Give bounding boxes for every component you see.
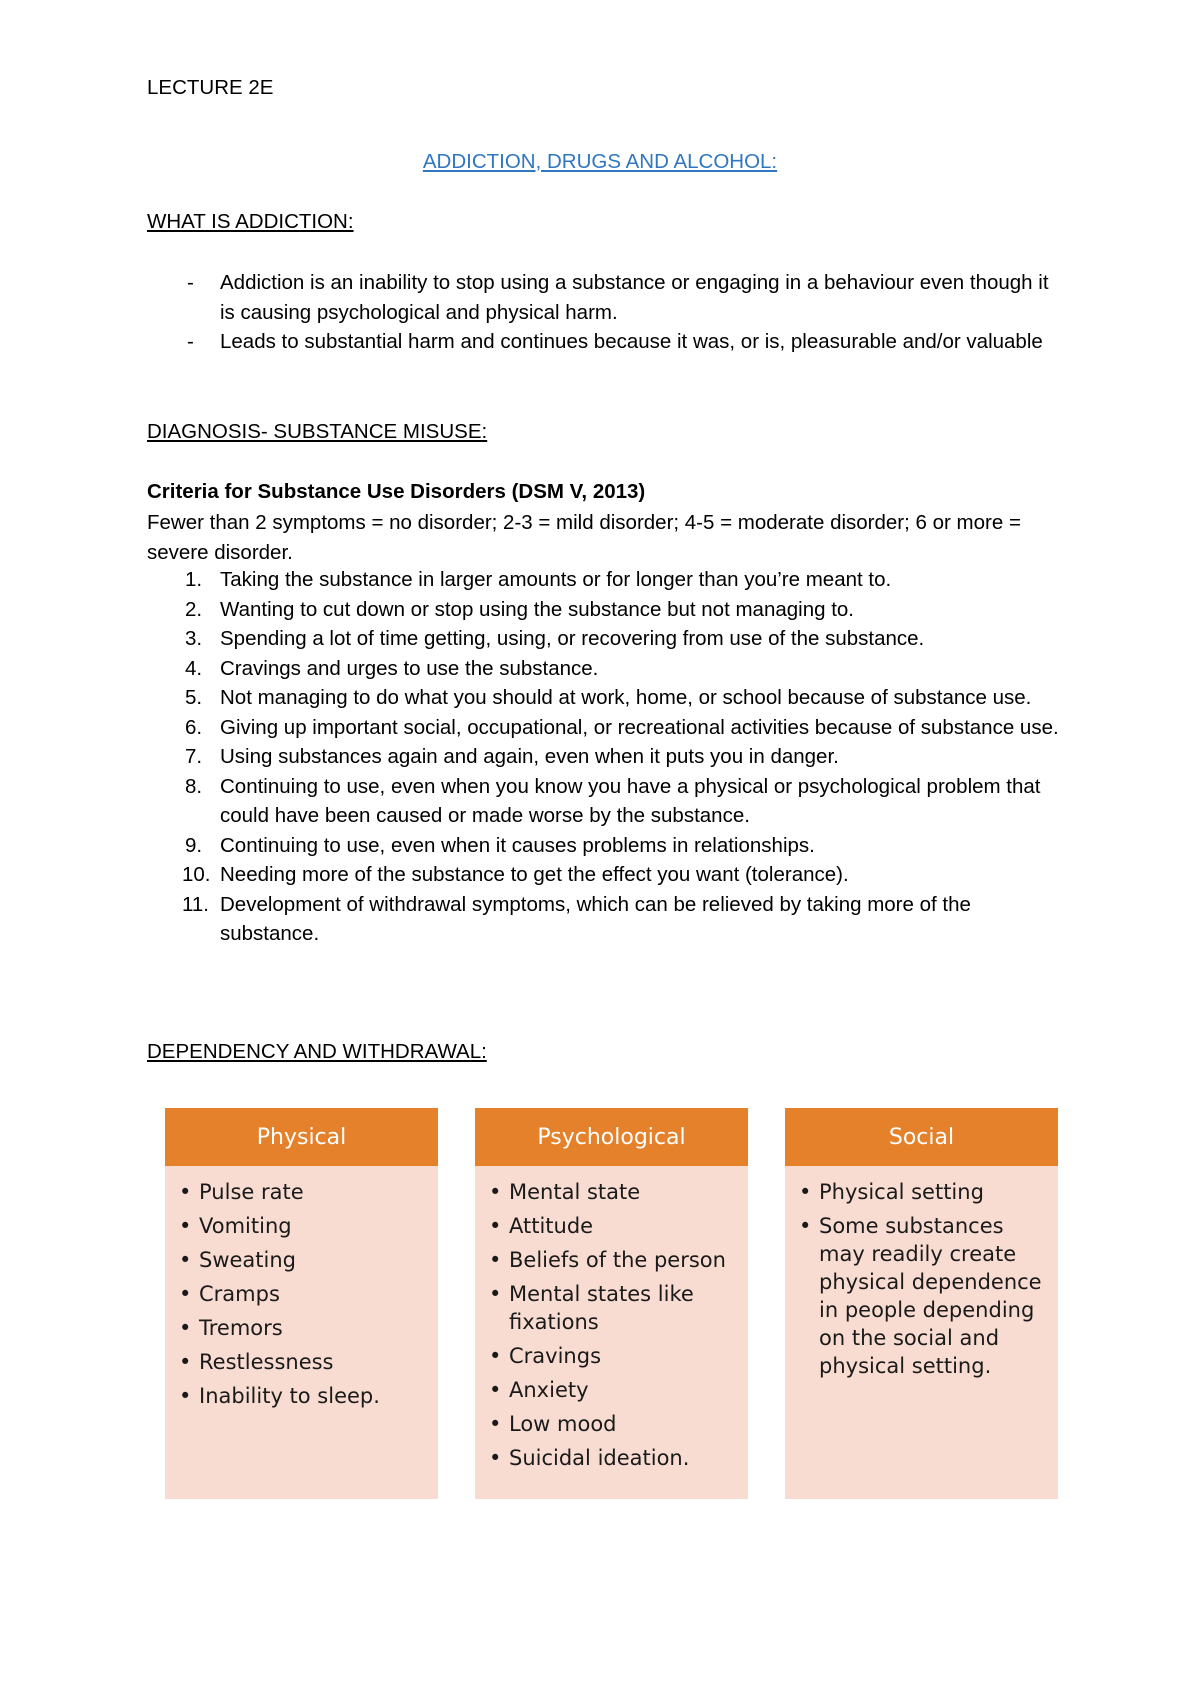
list-item-text: Cramps [199,1282,280,1306]
heading-what-is-addiction: WHAT IS ADDICTION: [147,210,354,233]
list-item [177,1382,428,1410]
bullet-icon: • [179,1248,192,1272]
list-item-text: Not managing to do what you should at work, home, or school because of substance use. [220,686,1032,709]
list-item [797,1178,1048,1206]
list-item-text: Some substances may readily create physical dependence in people depending on the social and physical setting. [819,1214,1042,1378]
list-item [487,1376,738,1404]
list-item [147,860,1067,890]
list-item [177,1348,428,1376]
list-item-text: Beliefs of the person [509,1248,726,1272]
criteria-note: Fewer than 2 symptoms = no disorder; 2-3 = mild disorder; 4-5 = moderate disorder; 6 or more = severe disorder. [147,511,1021,564]
list-number: 5. [185,686,203,709]
box-title: Physical [165,1108,438,1166]
list-item-text: Development of withdrawal symptoms, which can be relieved by taking more of the substance. [220,892,971,945]
bullet-icon: • [489,1378,502,1402]
list-number: 8. [185,774,203,798]
list-item-text: Anxiety [509,1378,589,1402]
list-item [177,1280,428,1308]
list-item-text: Continuing to use, even when it causes problems in relationships. [220,833,815,857]
list-number: 6. [185,715,203,739]
list-number: 9. [185,833,203,857]
criteria-title: Criteria for Substance Use Disorders (DSM V, 2013) [147,480,646,503]
list-item [147,890,1067,949]
list-item [177,1246,428,1274]
list-number: 10. [182,863,211,886]
list-number: 1. [185,568,203,591]
list-item [487,1212,738,1240]
list-item [487,1246,738,1274]
list-number: 7. [185,745,203,768]
list-number: 2. [185,597,203,621]
list-item-text: Addiction is an inability to stop using a substance or engaging in a behaviour even though it is causing psychological and physical harm. [220,271,1049,324]
list-item [147,713,1067,743]
list-item-text: Wanting to cut down or stop using the substance but not managing to. [220,597,854,621]
bullet-icon: • [179,1214,192,1238]
list-item [177,1212,428,1240]
list-item-text: Tremors [199,1316,283,1340]
heading-diagnosis: DIAGNOSIS- SUBSTANCE MISUSE: [147,420,488,443]
bullet-icon: • [799,1214,812,1238]
box-list [785,1166,1058,1380]
list-item [147,565,1067,595]
list-item-text: Using substances again and again, even when it puts you in danger. [220,745,839,768]
bullet-icon: • [489,1344,502,1368]
list-number: 4. [185,656,203,680]
criteria-list [147,565,1067,949]
list-item-text: Cravings [509,1344,602,1368]
bullet-icon: • [179,1180,192,1204]
list-item [177,1178,428,1206]
list-item-text: Low mood [509,1412,617,1436]
bullet-icon: • [489,1248,502,1272]
list-item-text: Sweating [199,1248,297,1272]
addiction-definition-list [147,268,1067,357]
bullet-icon: • [489,1412,502,1436]
bullet-icon: • [179,1316,192,1340]
bullet-icon: • [489,1446,502,1470]
list-item-text: Attitude [509,1214,594,1238]
document-title: ADDICTION, DRUGS AND ALCOHOL: [422,150,778,173]
dash-marker: - [187,271,194,294]
list-item [147,624,1067,654]
physical-box [165,1108,438,1499]
list-item-text: Cravings and urges to use the substance. [220,656,599,680]
list-item-text: Vomiting [199,1214,292,1238]
list-item-text: Mental states like fixations [509,1282,694,1334]
list-item-text: Continuing to use, even when you know you have a physical or psychological problem that could have been caused or made worse by the substance. [220,774,1041,827]
list-item [147,831,1067,861]
list-number: 3. [185,627,203,650]
list-item [487,1342,738,1370]
list-item-text: Needing more of the substance to get the effect you want (tolerance). [220,863,849,886]
dash-marker: - [187,330,194,353]
box-list [475,1166,748,1472]
list-item-text: Inability to sleep. [199,1384,380,1408]
list-item-text: Taking the substance in larger amounts or for longer than you’re meant to. [220,568,892,591]
box-list [165,1166,438,1410]
list-item [487,1444,738,1472]
bullet-icon: • [489,1214,502,1238]
list-item [177,1314,428,1342]
box-title: Psychological [475,1108,748,1166]
bullet-icon: • [489,1180,502,1204]
list-number: 11. [182,892,209,916]
bullet-icon: • [179,1350,192,1374]
list-item [487,1280,738,1336]
list-item [487,1178,738,1206]
list-item [147,742,1067,772]
list-item [147,268,1067,327]
lecture-label: LECTURE 2E [147,76,274,99]
list-item [147,654,1067,684]
bullet-icon: • [179,1282,192,1306]
list-item-text: Leads to substantial harm and continues because it was, or is, pleasurable and/or valuable [220,330,1043,353]
list-item-text: Restlessness [199,1350,334,1374]
list-item-text: Pulse rate [199,1180,304,1204]
social-box [785,1108,1058,1499]
list-item [147,772,1067,831]
bullet-icon: • [179,1384,192,1408]
bullet-icon: • [799,1180,812,1204]
psychological-box [475,1108,748,1499]
list-item-text: Suicidal ideation. [509,1446,690,1470]
list-item [147,595,1067,625]
list-item [797,1212,1048,1380]
list-item-text: Giving up important social, occupational, or recreational activities because of substance use. [220,715,1059,739]
list-item [147,327,1067,357]
box-title: Social [785,1108,1058,1166]
bullet-icon: • [489,1282,502,1306]
list-item [147,683,1067,713]
list-item-text: Physical setting [819,1180,984,1204]
heading-dependency: DEPENDENCY AND WITHDRAWAL: [147,1040,487,1063]
list-item-text: Spending a lot of time getting, using, or recovering from use of the substance. [220,627,925,650]
list-item [487,1410,738,1438]
list-item-text: Mental state [509,1180,641,1204]
